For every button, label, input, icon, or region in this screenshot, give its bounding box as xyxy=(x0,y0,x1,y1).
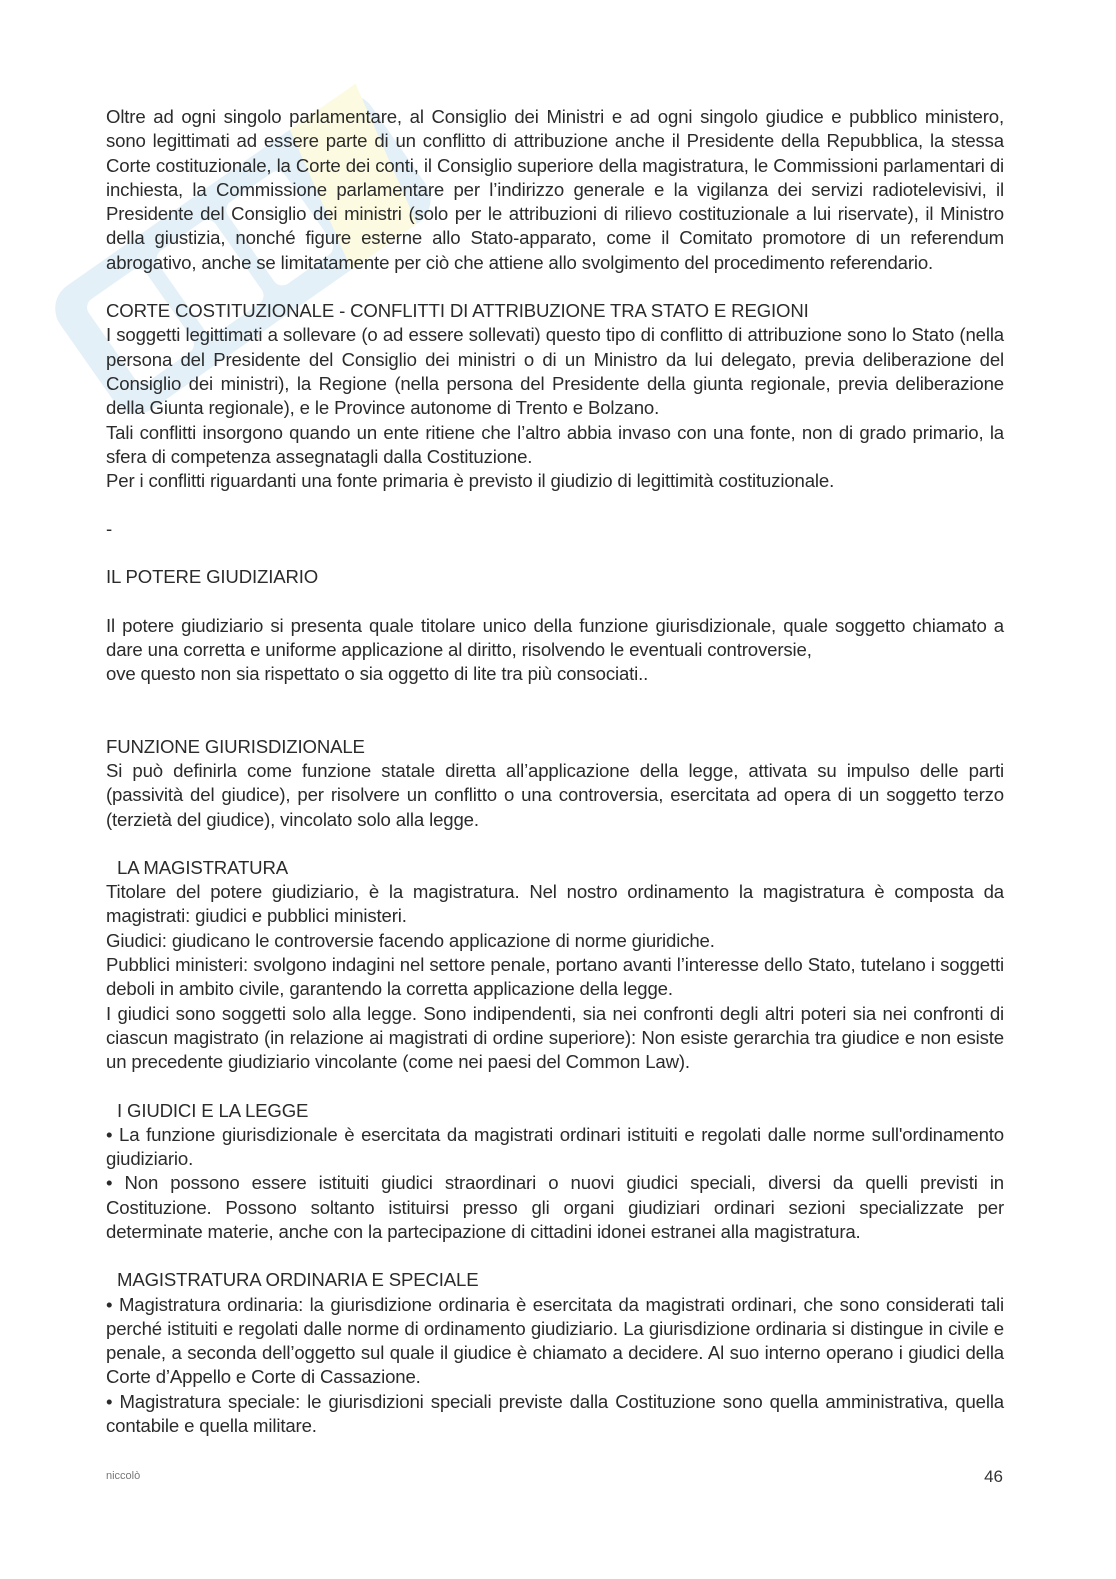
document-page xyxy=(106,105,1004,1438)
funzione-paragraph: Si può definirla come funzione statale diretta all’applicazione della legge, attivata su impulso delle parti (passività del giudice), per risolvere un conflitto o una controversia, esercitata ad opera di un soggetto terzo (terzietà del giudice), vincolato solo alla legge. xyxy=(106,759,1004,830)
funzione-heading: FUNZIONE GIURISDIZIONALE xyxy=(106,735,365,757)
potere-heading: IL POTERE GIUDIZIARIO xyxy=(106,566,319,588)
magistratura-heading: LA MAGISTRATURA xyxy=(117,856,288,878)
magistratura-paragraph-1: Titolare del potere giudiziario, è la magistratura. Nel nostro ordinamento la magistratura è composta da magistrati: giudici e pubblici ministeri. xyxy=(106,881,1004,927)
conflitti-paragraph-3: Per i conflitti riguardanti una fonte primaria è previsto il giudizio di legittimità costituzionale. xyxy=(106,470,835,492)
magistratura-paragraph-4: I giudici sono soggetti solo alla legge. Sono indipendenti, sia nei confronti degli altri poteri sia nei confronti di ciascun magistrato (in relazione ai magistrati di ordine superiore): Non esiste gerarchia tra giudice e non esiste un precedente giudiziario vincolante (come nei paesi del Common Law). xyxy=(106,1002,1004,1073)
magistratura-paragraph-3: Pubblici ministeri: svolgono indagini nel settore penale, portano avanti l’interesse dello Stato, tutelano i soggetti deboli in ambito civile, garantendo la corretta applicazione della legge. xyxy=(106,954,1004,1000)
ordinaria-bullet-2: • Magistratura speciale: le giurisdizioni speciali previste dalla Costituzione sono quella amministrativa, quella contabile e quella militare. xyxy=(106,1390,1004,1437)
potere-paragraph-1: Il potere giudiziario si presenta quale titolare unico della funzione giurisdizionale, quale soggetto chiamato a dare una corretta e uniforme applicazione al diritto, risolvendo le eventuali controversie, xyxy=(106,614,1004,661)
section-separator: - xyxy=(106,518,113,540)
intro-paragraph: Oltre ad ogni singolo parlamentare, al Consiglio dei Ministri e ad ogni singolo giudice e pubblico ministero, sono legittimati ad essere parte di un conflitto di attribuzione anche il Presidente della Repubblica, la stessa Corte costituzionale, la Corte dei conti, il Consiglio superiore della magistratura, le Commissioni parlamentari di inchiesta, la Commissione parlamentare per l’indirizzo generale e la vigilanza dei servizi radiotelevisivi, il Presidente del Consiglio dei ministri (solo per le attribuzioni di rilievo costituzionale a lui riservate), il Ministro della giustizia, nonché figure esterne allo Stato-apparato, come il Comitato promotore di un referendum abrogativo, anche se limitatamente per ciò che attiene allo svolgimento del procedimento referendario. xyxy=(106,106,1004,273)
conflitti-heading: CORTE COSTITUZIONALE - CONFLITTI DI ATTRIBUZIONE TRA STATO E REGIONI xyxy=(106,300,809,322)
page-number: 46 xyxy=(984,1467,1003,1486)
conflitti-paragraph-1: I soggetti legittimati a sollevare (o ad essere sollevati) questo tipo di conflitto di attribuzione sono lo Stato (nella persona del Presidente del Consiglio dei ministri o di un Ministro da lui delegato, previa deliberazione del Consiglio dei ministri), la Regione (nella persona del Presidente della giunta regionale, previa deliberazione della Giunta regionale), e le Province autonome di Trento e Bolzano. xyxy=(106,324,1004,419)
giudici-bullet-1: • La funzione giurisdizionale è esercitata da magistrati ordinari istituiti e regolati dalle norme sull'ordinamento giudiziario. xyxy=(106,1123,1004,1170)
ordinaria-heading: MAGISTRATURA ORDINARIA E SPECIALE xyxy=(117,1269,479,1291)
ordinaria-bullet-1: • Magistratura ordinaria: la giurisdizione ordinaria è esercitata da magistrati ordinari, che sono considerati tali perché istituiti e regolati dalle norme di ordinamento giudiziario. La giurisdizione ordinaria si distingue in civile e penale, a seconda dell’oggetto sul quale il giudice è chiamato a decidere. Al suo interno operano i giudici della Corte d’Appello e Corte di Cassazione. xyxy=(106,1293,1004,1388)
magistratura-paragraph-2: Giudici: giudicano le controversie facendo applicazione di norme giuridiche. xyxy=(106,929,715,951)
giudici-heading: I GIUDICI E LA LEGGE xyxy=(117,1099,309,1121)
conflitti-paragraph-2: Tali conflitti insorgono quando un ente ritiene che l’altro abbia invaso con una fonte, non di grado primario, la sfera di competenza assegnatagli dalla Costituzione. xyxy=(106,421,1004,467)
giudici-bullet-2: • Non possono essere istituiti giudici straordinari o nuovi giudici speciali, diversi da quelli previsti in Costituzione. Possono soltanto istituirsi presso gli organi giudiziari ordinari sezioni specializzate per determinate materie, anche con la partecipazione di cittadini idonei estranei alla magistratura. xyxy=(106,1172,1004,1242)
potere-paragraph-2: ove questo non sia rispettato o sia oggetto di lite tra più consociati.. xyxy=(106,663,649,685)
footer-author: niccolò xyxy=(106,1470,141,1482)
